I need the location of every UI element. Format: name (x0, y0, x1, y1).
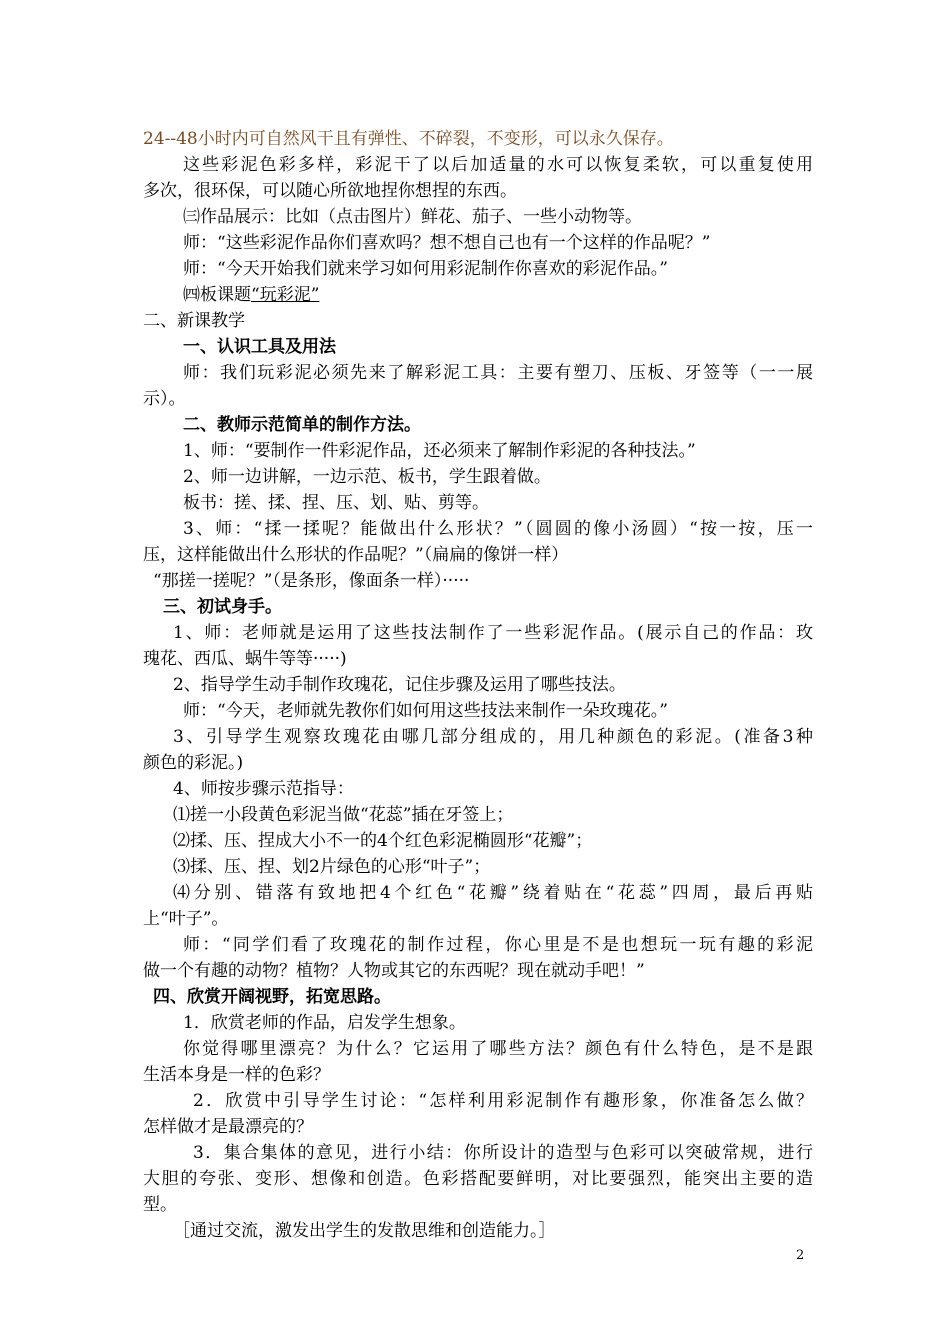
paragraph-line: 2、师一边讲解，一边示范、板书，学生跟着做。 (183, 467, 551, 487)
paragraph-line: 压，这样能做出什么形状的作品呢？”（扁扁的像饼一样） (143, 545, 569, 565)
subsection-heading: 二、教师示范简单的制作方法。 (183, 415, 421, 435)
paragraph-line: ⑶揉、压、捏、划2片绿色的心形“叶子”； (173, 857, 491, 877)
paragraph-line: 生活本身是一样的色彩？ (143, 1065, 330, 1085)
subsection-heading: 三、初试身手。 (163, 597, 282, 617)
paragraph-line: 这些彩泥色彩多样，彩泥干了以后加适量的水可以恢复柔软，可以重复使用 (183, 155, 813, 175)
page-number: 2 (796, 1248, 805, 1263)
lesson-title: “玩彩泥” (251, 285, 320, 305)
paragraph-line: ⑴搓一小段黄色彩泥当做“花蕊”插在牙签上； (173, 805, 514, 825)
paragraph-line: ㈢作品展示：比如（点击图片）鲜花、茄子、一些小动物等。 (183, 207, 642, 227)
paragraph-line: 做一个有趣的动物？植物？人物或其它的东西呢？现在就动手吧！” (143, 961, 645, 981)
paragraph-line: ［通过交流，激发出学生的发散思维和创造能力。］ (173, 1221, 556, 1241)
paragraph-line: 师：“这些彩泥作品你们喜欢吗？想不想自己也有一个这样的作品呢？” (183, 233, 711, 253)
paragraph-line: ⑵揉、压、捏成大小不一的4个红色彩泥椭圆形“花瓣”； (173, 831, 593, 851)
paragraph-line: 4、师按步骤示范指导： (173, 779, 354, 799)
lesson-title-line (183, 282, 853, 308)
paragraph-line: 1、师：老师就是运用了这些技法制作了一些彩泥作品。(展示自己的作品：玫 (173, 623, 813, 643)
paragraph-line: 1、师：“要制作一件彩泥作品，还必须来了解制作彩泥的各种技法。” (183, 441, 696, 461)
paragraph-line: “那搓一搓呢？”（是条形，像面条一样）····· (153, 571, 470, 591)
section-heading: 四、欣赏开阔视野，拓宽思路。 (153, 987, 391, 1007)
paragraph-line: 3、引导学生观察玫瑰花由哪几部分组成的，用几种颜色的彩泥。(准备3种 (173, 727, 813, 747)
paragraph-line: 多次，很环保，可以随心所欲地捏你想捏的东西。 (143, 181, 517, 201)
paragraph-line: 师：我们玩彩泥必须先来了解彩泥工具：主要有塑刀、压板、牙签等（一一展 (183, 363, 813, 383)
paragraph-line: 2．欣赏中引导学生讨论：“怎样利用彩泥制作有趣形象，你准备怎么做？ (193, 1091, 813, 1111)
paragraph-line: 1．欣赏老师的作品，启发学生想象。 (183, 1013, 466, 1033)
paragraph-line: 24--48小时内可自然风干且有弹性、不碎裂，不变形，可以永久保存。 (143, 129, 674, 149)
paragraph-line: 瑰花、西瓜、蜗牛等等·····) (143, 649, 347, 669)
paragraph-line: 师：“今天，老师就先教你们如何用这些技法来制作一朵玫瑰花。” (183, 701, 668, 721)
paragraph-line: 师：“同学们看了玫瑰花的制作过程，你心里是不是也想玩一玩有趣的彩泥 (183, 935, 813, 955)
lesson-title-label: ㈣板课题 (183, 285, 251, 305)
paragraph-line: 3、师：“揉一揉呢？能做出什么形状？”（圆圆的像小汤圆）“按一按，压一 (183, 519, 813, 539)
subsection-heading: 一、认识工具及用法 (183, 337, 336, 357)
paragraph-line: 3．集合集体的意见，进行小结：你所设计的造型与色彩可以突破常规，进行 (193, 1143, 813, 1163)
paragraph-line: 师：“今天开始我们就来学习如何用彩泥制作你喜欢的彩泥作品。” (183, 259, 668, 279)
section-heading: 二、新课教学 (143, 311, 245, 331)
paragraph-line: 2、指导学生动手制作玫瑰花，记住步骤及运用了哪些技法。 (173, 675, 626, 695)
paragraph-line: 型。 (143, 1195, 177, 1215)
paragraph-line: 板书：搓、揉、捏、压、划、贴、剪等。 (183, 493, 489, 513)
paragraph-line: 颜色的彩泥。) (143, 753, 244, 773)
paragraph-line: 你觉得哪里漂亮？为什么？它运用了哪些方法？颜色有什么特色，是不是跟 (183, 1039, 813, 1059)
paragraph-line: 上“叶子”。 (143, 909, 229, 929)
paragraph-line: 大胆的夸张、变形、想像和创造。色彩搭配要鲜明，对比要强烈，能突出主要的造 (143, 1169, 813, 1189)
paragraph-line: 示）。 (143, 389, 186, 409)
paragraph-line: ⑷分别、错落有致地把4个红色“花瓣”绕着贴在“花蕊”四周，最后再贴 (173, 883, 813, 903)
paragraph-line: 怎样做才是最漂亮的？ (143, 1117, 313, 1137)
